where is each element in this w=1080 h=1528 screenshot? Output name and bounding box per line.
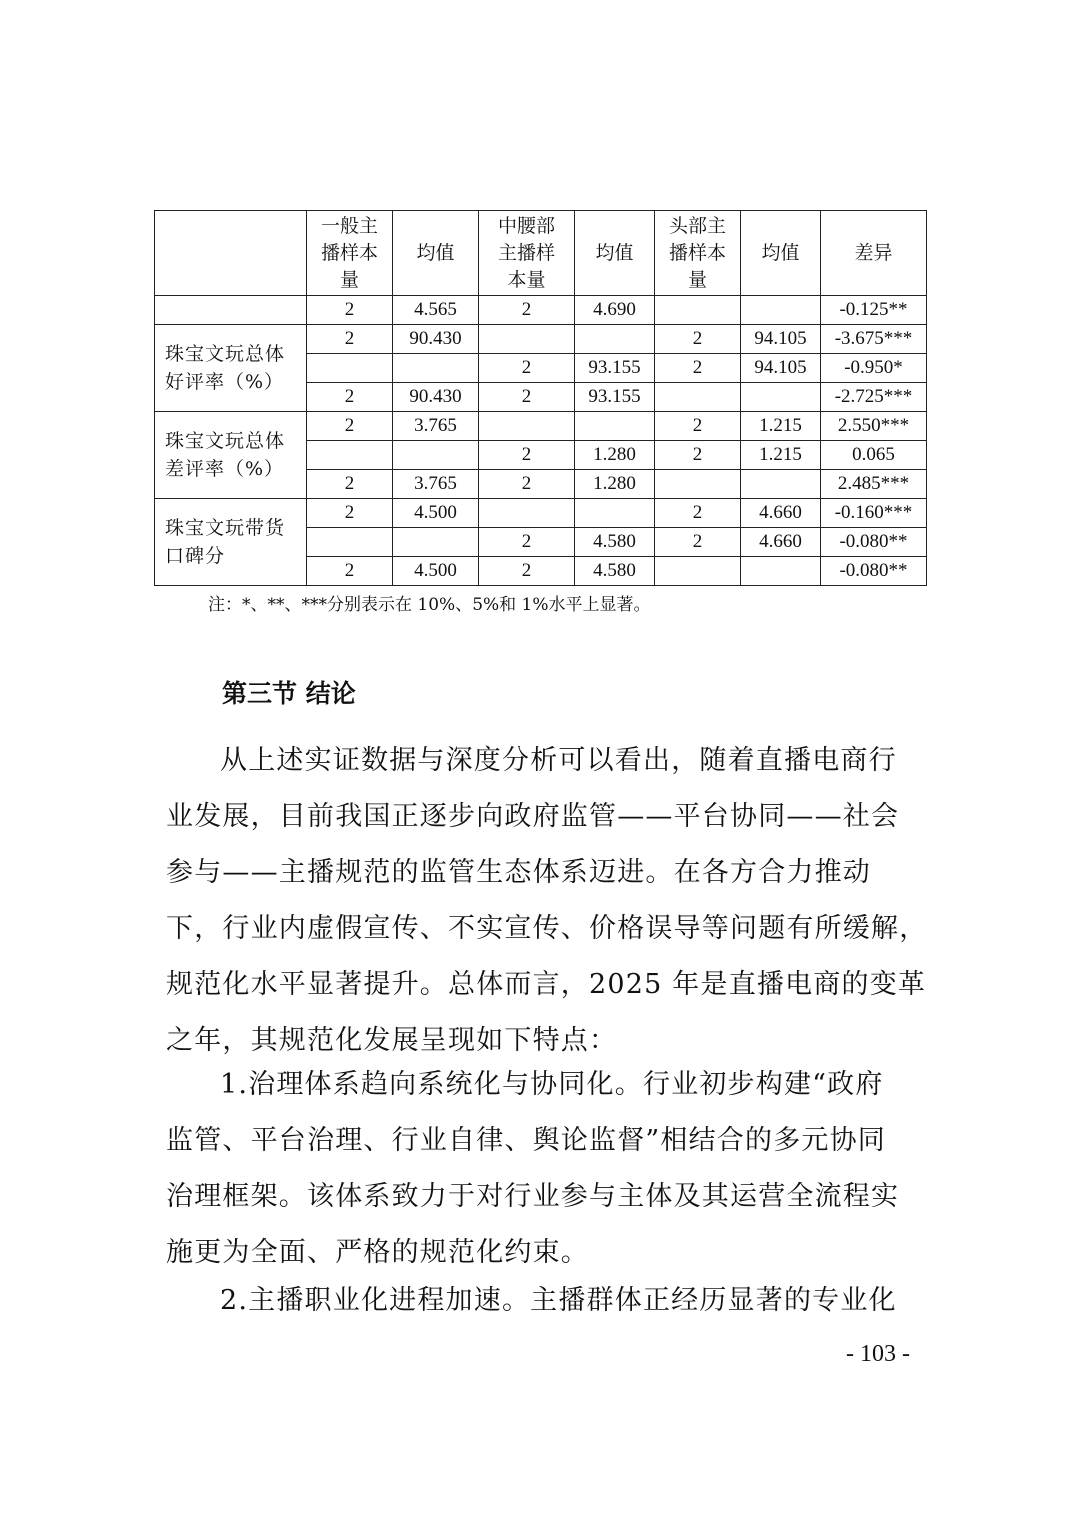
table-cell: 4.580 (575, 528, 655, 557)
comparison-table (154, 210, 927, 586)
table-row (155, 499, 927, 528)
table-cell (741, 470, 821, 499)
table-cell: 4.500 (393, 557, 479, 586)
table-cell: -0.080** (821, 557, 927, 586)
paragraph-point-1 (166, 1057, 914, 1281)
table-cell: 2 (307, 412, 393, 441)
table-cell (393, 441, 479, 470)
group-label-line: 口碑分 (165, 545, 226, 567)
table-cell: 90.430 (393, 383, 479, 412)
paragraph-line: 监管、平台治理、行业自律、舆论监督”相结合的多元协同 (166, 1125, 887, 1156)
table-cell: 2 (479, 354, 575, 383)
table-cell: 2 (655, 499, 741, 528)
table-cell: 2 (479, 557, 575, 586)
paragraph-line: 治理框架。该体系致力于对行业参与主体及其运营全流程实 (166, 1181, 900, 1212)
table-cell: 4.660 (741, 499, 821, 528)
table-header-row (155, 211, 927, 296)
table-cell: 4.580 (575, 557, 655, 586)
column-header (155, 211, 307, 296)
table-cell: 2 (479, 441, 575, 470)
column-header-line: 均值 (595, 241, 634, 264)
table-cell: 2.485*** (821, 470, 927, 499)
table-note: 注：*、**、***分别表示在 10%、5%和 1%水平上显著。 (208, 595, 651, 615)
table-row (155, 325, 927, 354)
group-label (155, 325, 307, 412)
table-cell (479, 412, 575, 441)
table-cell: 2 (655, 412, 741, 441)
table-cell: -3.675*** (821, 325, 927, 354)
table-cell (575, 325, 655, 354)
paragraph-line: 之年，其规范化发展呈现如下特点： (166, 1025, 618, 1056)
column-header-line: 播样本 (668, 241, 726, 264)
table-cell (307, 441, 393, 470)
table-cell (479, 499, 575, 528)
table-cell (393, 354, 479, 383)
paragraph-line: 规范化水平显著提升。总体而言，2025 年是直播电商的变革 (166, 969, 927, 1000)
column-header-line: 播样本 (320, 241, 378, 264)
table-cell: 93.155 (575, 383, 655, 412)
column-header (655, 211, 741, 296)
column-header-line: 中腰部 (497, 214, 555, 237)
table-cell: 3.765 (393, 470, 479, 499)
paragraph-line: 参与——主播规范的监管生态体系迈进。在各方合力推动 (166, 857, 871, 888)
table-cell: 90.430 (393, 325, 479, 354)
table-cell: 4.690 (575, 296, 655, 325)
table-cell (655, 383, 741, 412)
table-row (155, 412, 927, 441)
column-header-line: 均值 (761, 241, 800, 264)
table-cell: 1.215 (741, 441, 821, 470)
page-number: - 103 - (846, 1341, 910, 1367)
group-label (155, 499, 307, 586)
table-cell: -2.725*** (821, 383, 927, 412)
table-cell: 2 (307, 557, 393, 586)
table-cell: 0.065 (821, 441, 927, 470)
table-cell (655, 470, 741, 499)
table-cell (741, 557, 821, 586)
table-cell: 2 (655, 528, 741, 557)
paragraph-line: 从上述实证数据与深度分析可以看出，随着直播电商行 (220, 745, 897, 776)
table-cell: 4.660 (741, 528, 821, 557)
table-cell (655, 296, 741, 325)
table-cell: 1.215 (741, 412, 821, 441)
table-cell (575, 412, 655, 441)
table-cell (393, 528, 479, 557)
table-cell: 2 (307, 383, 393, 412)
paragraph-line: 施更为全面、严格的规范化约束。 (166, 1237, 589, 1268)
table-cell: 4.565 (393, 296, 479, 325)
table-cell: 93.155 (575, 354, 655, 383)
table-cell: 3.765 (393, 412, 479, 441)
table-cell: 2 (479, 528, 575, 557)
table-cell: 2 (307, 470, 393, 499)
table-cell: 2 (479, 470, 575, 499)
group-label-line: 好评率（%） (165, 371, 285, 393)
row-label-cell (155, 296, 307, 325)
table-cell: 2 (479, 383, 575, 412)
column-header (821, 211, 927, 296)
column-header (479, 211, 575, 296)
table-cell: -0.160*** (821, 499, 927, 528)
table-cell (479, 325, 575, 354)
column-header-line: 本量 (507, 268, 546, 291)
table-cell: 2 (479, 296, 575, 325)
table-cell: 1.280 (575, 441, 655, 470)
paragraph-line: 1.治理体系趋向系统化与协同化。行业初步构建“政府 (220, 1069, 884, 1100)
table-cell: -0.080** (821, 528, 927, 557)
paragraph-line: 业发展，目前我国正逐步向政府监管——平台协同——社会 (166, 801, 900, 832)
group-label-line: 珠宝文玩总体 (165, 430, 286, 452)
group-label-line: 差评率（%） (165, 458, 285, 480)
table-cell: 1.280 (575, 470, 655, 499)
group-label-line: 珠宝文玩总体 (165, 343, 286, 365)
column-header-line: 量 (339, 268, 359, 291)
table-cell: 2 (307, 499, 393, 528)
column-header-line: 头部主 (668, 214, 726, 237)
paragraph-line: 2.主播职业化进程加速。主播群体正经历显著的专业化 (220, 1285, 897, 1316)
column-header (393, 211, 479, 296)
table-cell: -0.950* (821, 354, 927, 383)
column-header-line: 差异 (854, 241, 893, 264)
column-header (307, 211, 393, 296)
table-cell: 2 (655, 354, 741, 383)
table-cell: 2.550*** (821, 412, 927, 441)
table-cell (655, 557, 741, 586)
table-cell: -0.125** (821, 296, 927, 325)
table-cell: 94.105 (741, 354, 821, 383)
column-header-line: 量 (687, 268, 707, 291)
group-label-line: 珠宝文玩带货 (165, 517, 286, 539)
group-label (155, 412, 307, 499)
paragraph-point-2 (166, 1273, 914, 1329)
table-cell (741, 383, 821, 412)
column-header (741, 211, 821, 296)
table-cell (575, 499, 655, 528)
table-cell (307, 528, 393, 557)
table-cell: 2 (307, 296, 393, 325)
table-row (155, 296, 927, 325)
table-cell (741, 296, 821, 325)
section-title: 第三节 结论 (222, 679, 356, 708)
column-header (575, 211, 655, 296)
table-cell: 2 (655, 441, 741, 470)
table-cell: 4.500 (393, 499, 479, 528)
column-header-line: 主播样 (497, 241, 555, 264)
paragraph-intro (166, 733, 928, 1069)
table-cell: 2 (307, 325, 393, 354)
table-body (155, 296, 927, 586)
column-header-line: 一般主 (320, 214, 378, 237)
table-cell: 94.105 (741, 325, 821, 354)
paragraph-line: 下，行业内虚假宣传、不实宣传、价格误导等问题有所缓解， (166, 913, 928, 944)
column-header-line: 均值 (416, 241, 455, 264)
table-cell (307, 354, 393, 383)
table-cell: 2 (655, 325, 741, 354)
